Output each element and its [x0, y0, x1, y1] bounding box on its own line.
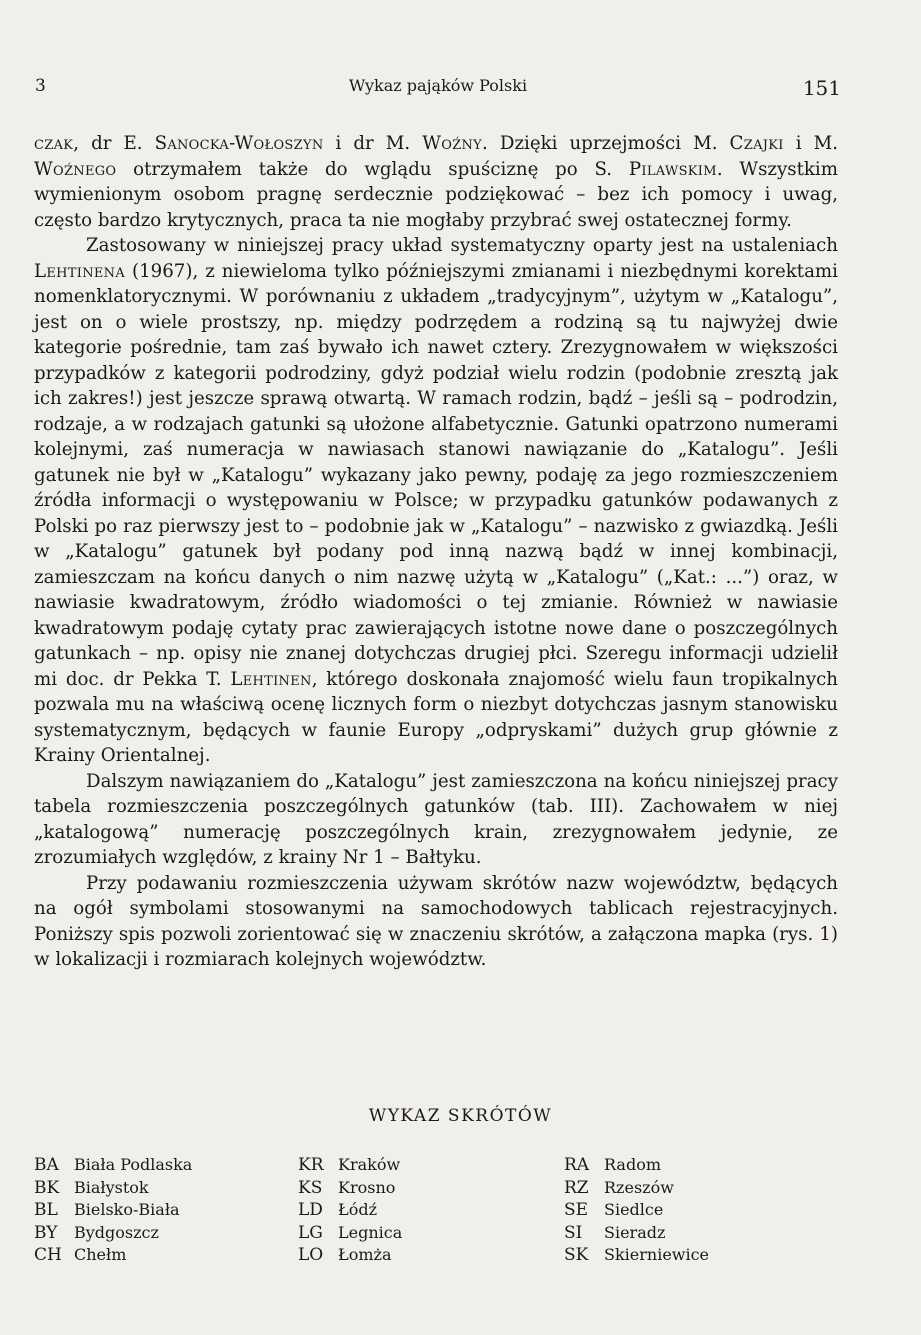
abbreviation-code: BL — [34, 1200, 58, 1220]
abbreviation-column — [564, 1154, 709, 1267]
abbreviation-code: KR — [298, 1155, 324, 1175]
running-header — [35, 76, 841, 106]
abbreviation-name: Białystok — [74, 1177, 149, 1197]
abbreviation-code: SE — [564, 1200, 589, 1220]
abbreviation-name: Chełm — [74, 1245, 127, 1264]
abbreviation-name: Sieradz — [604, 1222, 666, 1242]
text-run: otrzymałem także do wglądu spuściznę po S. — [116, 158, 629, 180]
author-name: Lehtinen — [230, 668, 312, 690]
abbreviation-name: Łomża — [338, 1245, 392, 1264]
abbreviation-code: RA — [564, 1155, 590, 1175]
abbreviation-name: Rzeszów — [604, 1177, 674, 1197]
paragraph — [34, 871, 838, 973]
abbreviation-row — [564, 1154, 709, 1177]
author-name: Pilawskim — [628, 158, 717, 180]
abbreviation-code: LD — [298, 1200, 323, 1220]
text-run: . Wszystkim wymienionym osobom pragnę serdecznie podziękować – bez ich pomocy i uwag, często bardzo krytycznych, praca ta nie mogłaby przybrać swej ostatecznej formy. — [34, 158, 838, 231]
text-run: , którego doskonała znajomość wielu faun tropikalnych pozwala mu na właściwą ocenę licznych form o niezbyt dotychczas jasnym stanowisku systematycznym, będących w faunie Europy „odpryskami” dużych grup głównie z Krainy Orientalnej. — [34, 668, 838, 766]
abbreviation-row — [34, 1154, 192, 1177]
author-name: Woźnego — [34, 158, 117, 180]
abbreviation-row — [564, 1199, 709, 1222]
abbreviation-name: Krosno — [338, 1177, 396, 1197]
abbreviation-column — [34, 1154, 192, 1267]
text-run: , dr E. — [73, 133, 155, 154]
abbreviation-row — [34, 1244, 192, 1267]
running-title: Wykaz pająków Polski — [348, 76, 528, 95]
abbreviation-name: Legnica — [338, 1222, 403, 1242]
text-run: (1967), z niewieloma tylko późniejszymi zmianami i niezbędnymi korektami nomenklatorycznymi. W porównaniu z układem „tradycyjnym”, użytym w „Katalogu”, jest on o wiele prostszy, np. między podrzędem a rodziną są tu najwyżej dwie kategorie pośrednie, tam zaś bywało ich nawet cztery. Zrezygnowałem w większości przypadków z kategorii podrodziny, gdyż podział wielu rodzin (podobnie zresztą jak ich zakres!) jest jeszcze sprawą otwartą. W ramach rodzin, bądź – jeśli są – podrodzin, rodzaje, a w rodzajach gatunki są ułożone alfabetycznie. Gatunki opatrzono numerami kolejnymi, zaś numeracja w nawiasach stanowi nawiązanie do „Katalogu”. Jeśli gatunek nie był w „Katalogu” wykazany jako pewny, podaję za jego rozmieszczeniem źródła informacji o występowaniu w Polsce; w przypadku gatunków podawanych z Polski po raz pierwszy jest to – podobnie jak w „Katalogu” – nazwisko z gwiazdką. Jeśli w „Katalogu” gatunek był podany pod inną nazwą bądź w innej kombinacji, zamieszczam na końcu danych o nim nazwę użytą w „Katalogu” („Kat.: ...”) oraz, w nawiasie kwadratowym, źródło wiadomości o tej zmianie. Również w nawiasie kwadratowym podaję cytaty prac zawierających istotne nowe dane o poszczególnych gatunkach – np. opisy nie znanej dotychczas drugiej płci. Szeregu informacji udzielił mi doc. dr Pekka T. — [34, 260, 838, 690]
abbreviation-name: Kraków — [338, 1155, 401, 1174]
abbreviation-code: SK — [564, 1245, 589, 1265]
abbreviation-name: Skierniewice — [604, 1245, 710, 1264]
body-text — [34, 131, 838, 973]
abbreviation-name: Siedlce — [604, 1200, 664, 1219]
abbreviation-name: Łódź — [338, 1200, 378, 1219]
abbreviation-name: Bielsko-Biała — [74, 1200, 180, 1219]
text-run: Przy podawaniu rozmieszczenia używam skrótów nazw województw, będących na ogół symbolami stosowanymi na samochodowych tablicach rejestracyjnych. Poniższy spis pozwoli zorientować się w znaczeniu skrótów, a załączona mapka (rys. 1) w lokalizacji i rozmiarach kolejnych województw. — [34, 872, 838, 970]
abbreviation-name: Bydgoszcz — [74, 1222, 159, 1242]
abbreviation-code: LG — [298, 1222, 323, 1243]
abbreviation-row — [298, 1154, 402, 1177]
abbreviation-code: BY — [34, 1222, 58, 1243]
author-name: Sanocka-Wołoszyn — [154, 133, 324, 154]
abbreviation-code: RZ — [564, 1177, 589, 1198]
abbreviation-code: BA — [34, 1155, 59, 1175]
abbreviation-code: BK — [34, 1177, 60, 1198]
paragraph — [34, 233, 838, 769]
abbreviation-code: SI — [564, 1222, 583, 1243]
abbreviation-row — [564, 1244, 709, 1267]
author-name: Lehtinena — [34, 260, 126, 282]
chapter-number: 3 — [35, 76, 46, 96]
abbreviation-row — [564, 1222, 709, 1245]
author-name: Woźny — [422, 133, 483, 154]
abbreviation-row — [298, 1244, 402, 1267]
abbreviation-name: Biała Podlaska — [74, 1155, 193, 1174]
abbreviation-row — [34, 1222, 192, 1245]
author-name: czak — [34, 133, 74, 154]
abbreviation-code: LO — [298, 1245, 324, 1265]
paragraph — [34, 769, 838, 871]
abbreviation-name: Radom — [604, 1155, 661, 1174]
author-name: Czajki — [729, 133, 784, 154]
abbreviation-code: KS — [298, 1177, 323, 1198]
abbreviation-row — [34, 1199, 192, 1222]
text-run: Dalszym nawiązaniem do „Katalogu” jest zamieszczona na końcu niniejszej pracy tabela rozmieszczenia poszczególnych gatunków (tab. III). Zachowałem w niej „katalogową” numerację poszczególnych krain, zrezygnowałem jedynie, ze zrozumiałych względów, z krainy Nr 1 – Bałtyku. — [34, 770, 838, 868]
paragraph — [34, 131, 838, 233]
text-run: . Dzięki uprzejmości M. — [482, 133, 730, 154]
text-run: i dr M. — [323, 133, 423, 154]
section-heading: WYKAZ SKRÓTÓW — [368, 1106, 553, 1126]
abbreviation-column — [298, 1154, 402, 1267]
abbreviation-row — [298, 1222, 402, 1245]
text-run: Zastosowany w niniejszej pracy układ systematyczny oparty jest na ustaleniach — [86, 235, 838, 256]
abbreviation-row — [564, 1177, 709, 1200]
abbreviation-code: CH — [34, 1245, 62, 1265]
abbreviation-row — [298, 1177, 402, 1200]
text-run: i M. — [783, 133, 838, 154]
abbreviation-row — [298, 1199, 402, 1222]
page-number: 151 — [802, 76, 841, 100]
abbreviation-row — [34, 1177, 192, 1200]
